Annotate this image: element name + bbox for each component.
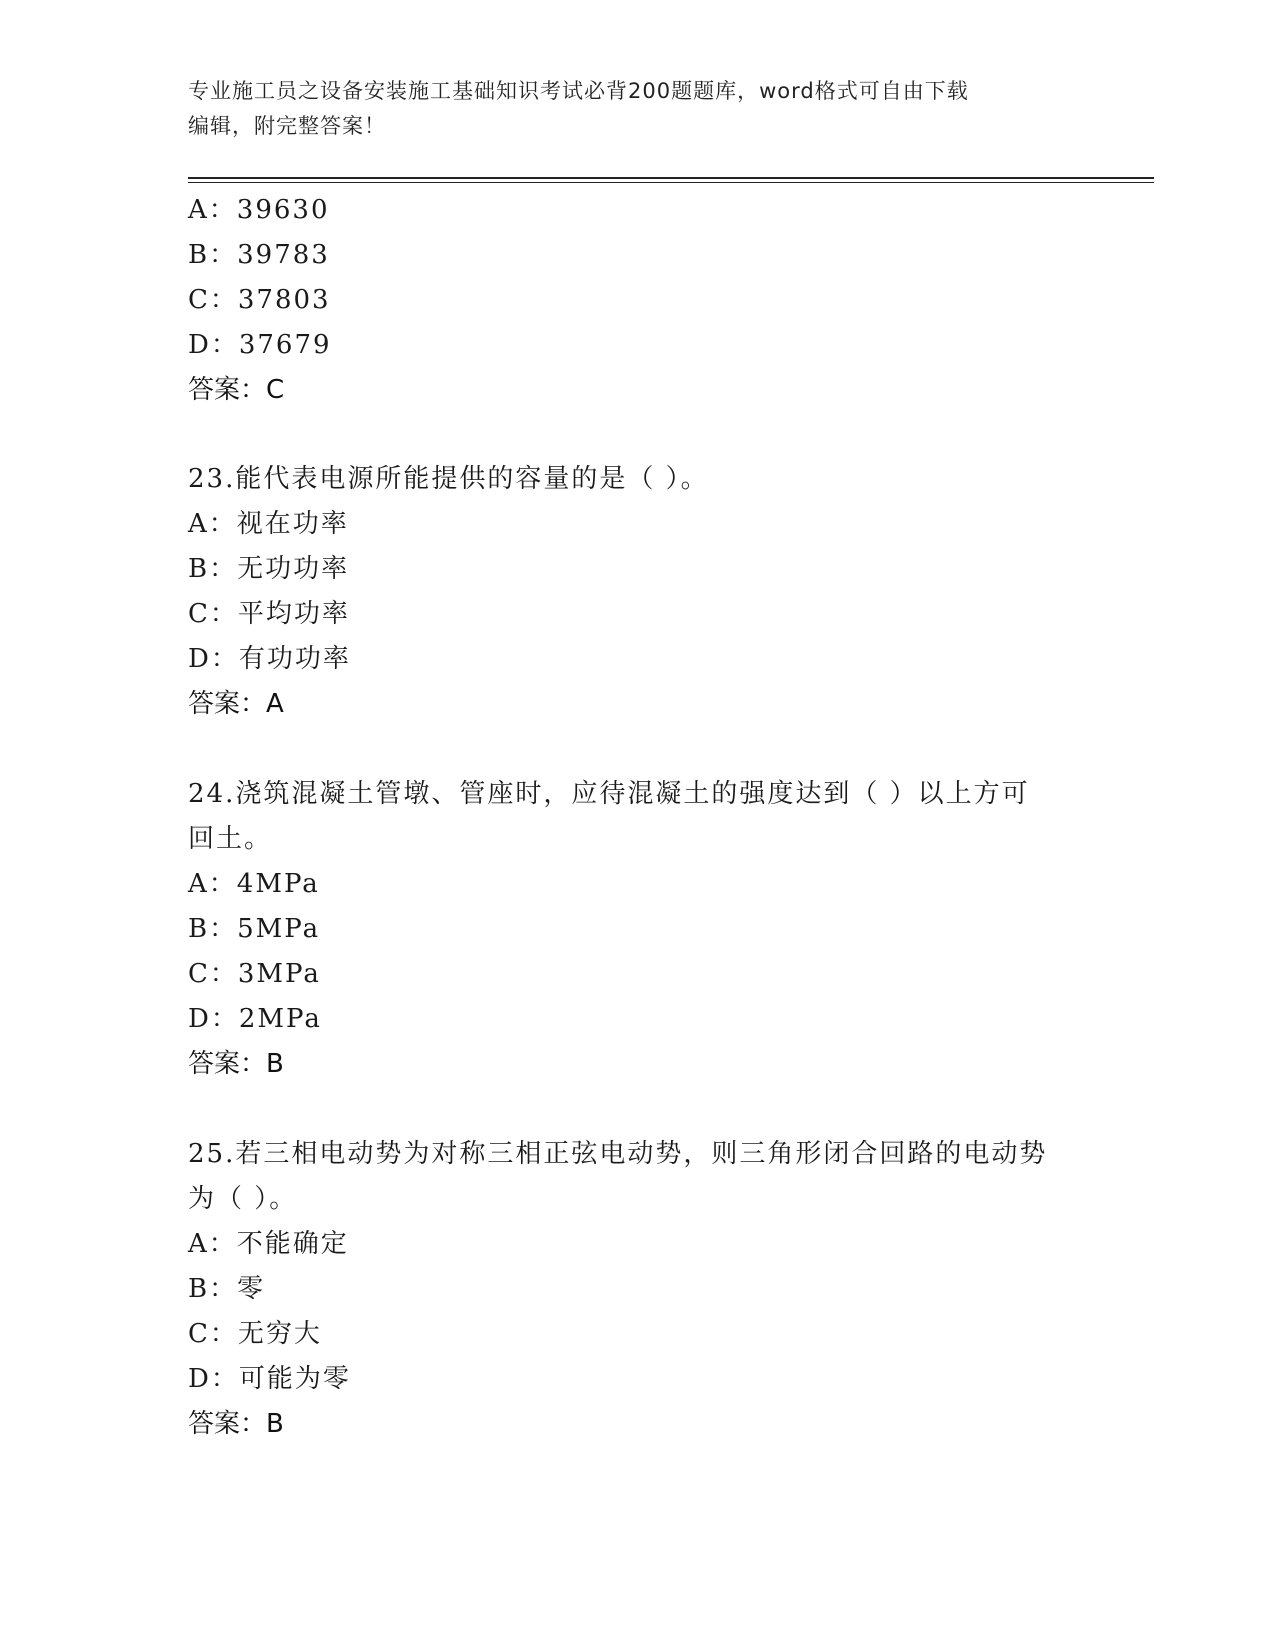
document-header [188, 74, 1068, 144]
q25-stem-line-1: 25.若三相电动势为对称三相正弦电动势，则三角形闭合回路的电动势 [188, 1139, 1048, 1169]
q24-option-c: C：3MPa [188, 959, 321, 989]
q25-answer: 答案：B [188, 1409, 284, 1439]
q23-answer: 答案：A [188, 689, 284, 719]
q25-stem-line-2: 为（ ）。 [188, 1184, 298, 1214]
q22-option-c: C：37803 [188, 285, 331, 315]
header-title-line-1: 专业施工员之设备安装施工基础知识考试必背200题题库，word格式可自由下载 [188, 79, 969, 103]
header-title-line-2: 编辑，附完整答案！ [188, 114, 386, 138]
q22-option-a: A：39630 [188, 195, 330, 225]
q22-option-d: D：37679 [188, 330, 332, 360]
q25-option-b: B：零 [188, 1274, 266, 1304]
q22-answer: 答案：C [188, 375, 285, 405]
q25-option-c: C：无穷大 [188, 1319, 322, 1349]
q24-answer: 答案：B [188, 1049, 284, 1079]
q23-option-a: A：视在功率 [188, 509, 349, 539]
q24-option-d: D：2MPa [188, 1004, 322, 1034]
q25-option-d: D：可能为零 [188, 1364, 351, 1394]
q24-option-b: B：5MPa [188, 914, 321, 944]
q24-stem-line-1: 24.浇筑混凝土管墩、管座时，应待混凝土的强度达到（ ）以上方可 [188, 779, 1030, 809]
q22-option-b: B：39783 [188, 240, 330, 270]
q23-option-d: D：有功功率 [188, 644, 351, 674]
header-rule-thin [188, 182, 1154, 183]
q24-stem-line-2: 回土。 [188, 824, 273, 854]
q24-option-a: A：4MPa [188, 869, 320, 899]
header-rule-thick [188, 177, 1154, 179]
q23-stem: 23.能代表电源所能提供的容量的是（ ）。 [188, 464, 709, 494]
q23-option-b: B：无功功率 [188, 554, 350, 584]
q25-option-a: A：不能确定 [188, 1229, 349, 1259]
q23-option-c: C：平均功率 [188, 599, 350, 629]
